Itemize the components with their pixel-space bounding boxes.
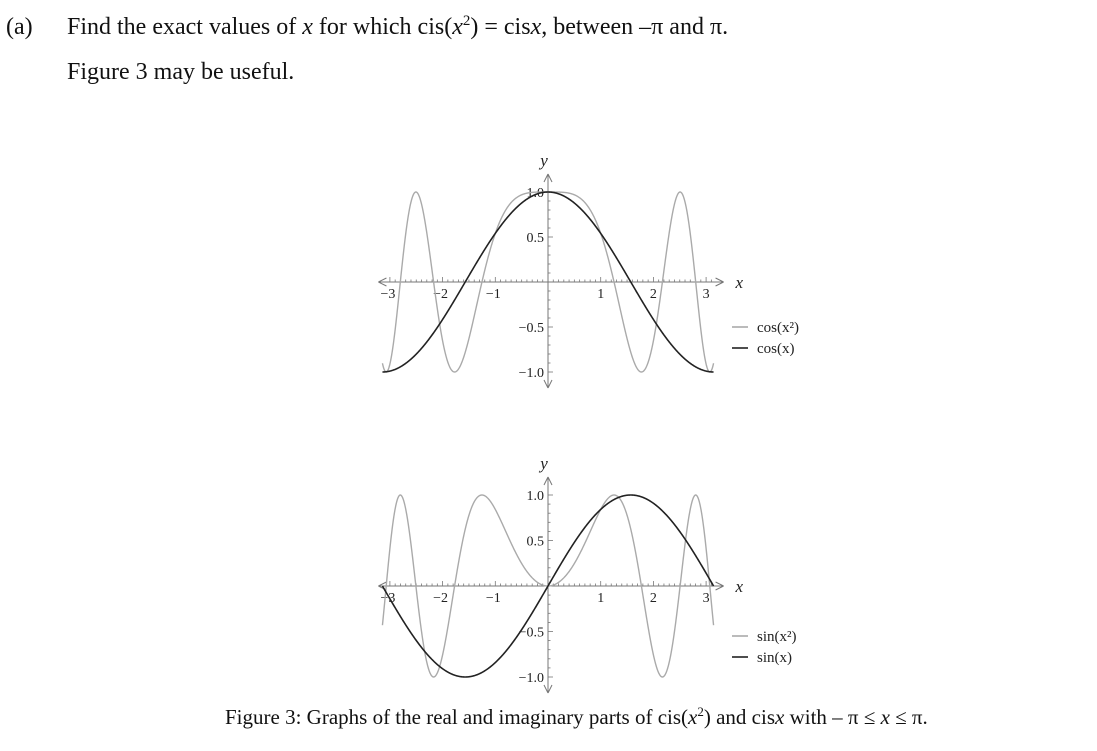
y-tick-label: 1.0 bbox=[526, 186, 544, 201]
y-tick-label: −1.0 bbox=[518, 671, 544, 686]
chart-panel-1 bbox=[378, 454, 796, 693]
x-axis-label: x bbox=[735, 577, 744, 596]
x-tick-label: 1 bbox=[597, 591, 605, 606]
x-tick-label: −3 bbox=[380, 591, 396, 606]
figure-caption: Figure 3: Graphs of the real and imaginary parts of $cis(x^2)$ and cisx with – π ≤ x ≤ π. bbox=[225, 704, 928, 729]
question-label: (a) bbox=[6, 14, 33, 40]
x-tick-label: −2 bbox=[433, 591, 449, 606]
y-axis-label: y bbox=[540, 454, 548, 473]
x-tick-label: −1 bbox=[485, 287, 501, 302]
legend-label-0: cos(x²) bbox=[757, 320, 799, 336]
y-tick-label: −0.5 bbox=[518, 625, 544, 641]
x-tick-label: −1 bbox=[485, 591, 501, 606]
y-axis-label: y bbox=[540, 151, 548, 170]
legend-label-0: sin(x²) bbox=[757, 629, 797, 645]
question-text: Find the exact values of x for which $cis(x^2)$ = cisx, between –π and π. bbox=[67, 13, 729, 40]
x-tick-label: 1 bbox=[597, 287, 605, 302]
question-hint: Figure 3 may be useful. bbox=[67, 59, 295, 85]
y-tick-label: 0.5 bbox=[526, 231, 544, 246]
y-tick-label: −1.0 bbox=[518, 366, 544, 381]
x-tick-label: −2 bbox=[433, 287, 449, 302]
x-tick-label: 3 bbox=[702, 591, 710, 606]
x-axis-label: x bbox=[735, 273, 744, 292]
chart-panel-0 bbox=[378, 151, 799, 388]
x-tick-label: 2 bbox=[649, 287, 657, 302]
y-tick-label: 1.0 bbox=[526, 489, 544, 504]
x-tick-label: 2 bbox=[649, 591, 657, 606]
y-tick-label: 0.5 bbox=[526, 534, 544, 550]
y-tick-label: −0.5 bbox=[518, 321, 544, 336]
x-tick-label: 3 bbox=[702, 287, 710, 302]
x-tick-label: −3 bbox=[380, 287, 396, 302]
legend-label-1: cos(x) bbox=[757, 341, 795, 357]
legend-label-1: sin(x) bbox=[757, 650, 792, 666]
